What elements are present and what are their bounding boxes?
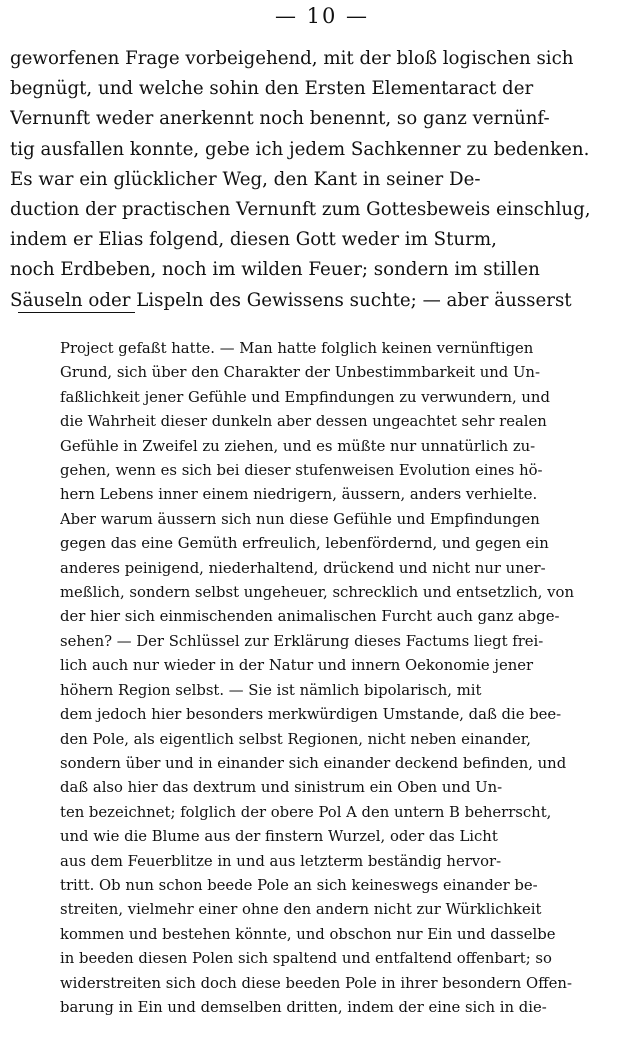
footnote-line: aus dem Feuerblitze in und aus letzterm beständig hervor- bbox=[60, 852, 502, 870]
main-text-line: duction der practischen Vernunft zum Gottesbeweis einschlug, bbox=[10, 199, 591, 221]
footnote-line: meßlich, sondern selbst ungeheuer, schrecklich und entsetzlich, von bbox=[60, 584, 574, 602]
footnote-line: höhern Region selbst. — Sie ist nämlich bipolarisch, mit bbox=[60, 681, 482, 699]
footnote-line: Grund, sich über den Charakter der Unbestimmbarkeit und Un- bbox=[60, 364, 540, 382]
footnote-line: Project gefaßt hatte. — Man hatte folglich keinen vernünftigen bbox=[60, 340, 534, 357]
main-text-line: begnügt, und welche sohin den Ersten Elementaract der bbox=[10, 78, 534, 100]
footnote-line: der hier sich einmischenden animalischen Furcht auch ganz abge- bbox=[60, 608, 560, 626]
footnote-line: sondern über und in einander sich einander deckend befinden, und bbox=[60, 754, 567, 772]
footnote-line: hern Lebens inner einem niedrigern, äussern, anders verhielte. bbox=[60, 486, 538, 504]
main-text-line: tig ausfallen konnte, gebe ich jedem Sachkenner zu bedenken. bbox=[10, 138, 590, 160]
footnote-line: daß also hier das dextrum und sinistrum ein Oben und Un- bbox=[60, 779, 503, 797]
footnote-line: gehen, wenn es sich bei dieser stufenweisen Evolution eines hö- bbox=[60, 462, 543, 480]
main-text-line: geworfenen Frage vorbeigehend, mit der bloß logischen sich bbox=[10, 48, 574, 69]
footnote-line: ten bezeichnet; folglich der obere Pol A den untern B beherrscht, bbox=[60, 803, 552, 821]
footnote-line: widerstreiten sich doch diese beeden Pole in ihrer besondern Offen- bbox=[60, 974, 572, 992]
main-text-line: Vernunft weder anerkennt noch benennt, so ganz vernünf- bbox=[10, 108, 550, 130]
footnote-line: tritt. Ob nun schon beede Pole an sich keineswegs einander be- bbox=[60, 876, 538, 894]
footnote-line: barung in Ein und demselben dritten, indem der eine sich in die- bbox=[60, 998, 547, 1016]
main-text-line: noch Erdbeben, noch im wilden Feuer; sondern im stillen bbox=[10, 259, 540, 281]
footnote-line: kommen und bestehen könnte, und obschon nur Ein und dasselbe bbox=[60, 925, 556, 943]
page-number: — 10 — bbox=[274, 4, 370, 28]
main-text-line: indem er Elias folgend, diesen Gott weder im Sturm, bbox=[10, 229, 497, 251]
footnote-line: Aber warum äussern sich nun diese Gefühle und Empfindungen bbox=[60, 510, 540, 528]
footnote-line: und wie die Blume aus der finstern Wurzel, oder das Licht bbox=[60, 828, 498, 846]
footnote bbox=[60, 337, 630, 1020]
footnote-line: dem jedoch hier besonders merkwürdigen Umstande, daß die bee- bbox=[60, 706, 562, 724]
main-text bbox=[10, 44, 634, 316]
footnote-line: gegen das eine Gemüth erfreulich, lebenfördernd, und gegen ein bbox=[60, 535, 549, 553]
footnote-line: den Pole, als eigentlich selbst Regionen, nicht neben einander, bbox=[60, 730, 531, 748]
footnote-line: lich auch nur wieder in der Natur und innern Oekonomie jener bbox=[60, 657, 534, 675]
footnote-line: faßlichkeit jener Gefühle und Empfindungen zu verwundern, und bbox=[60, 388, 550, 406]
main-text-line: Säuseln oder Lispeln des Gewissens suchte; — aber äusserst bbox=[10, 289, 572, 311]
footnote-separator-rule bbox=[18, 312, 135, 313]
footnote-line: die Wahrheit dieser dunkeln aber dessen ungeachtet sehr realen bbox=[60, 413, 547, 431]
main-text-line: Es war ein glücklicher Weg, den Kant in seiner De- bbox=[10, 168, 481, 190]
footnote-line: sehen? — Der Schlüssel zur Erklärung dieses Factums liegt frei- bbox=[60, 632, 544, 650]
footnote-line: streiten, vielmehr einer ohne den andern nicht zur Würklichkeit bbox=[60, 901, 542, 919]
footnote-line: anderes peinigend, niederhaltend, drückend und nicht nur uner- bbox=[60, 559, 546, 577]
footnote-line: in beeden diesen Polen sich spaltend und entfaltend offenbart; so bbox=[60, 950, 552, 968]
footnote-line: Gefühle in Zweifel zu ziehen, und es müßte nur unnatürlich zu- bbox=[60, 437, 536, 455]
